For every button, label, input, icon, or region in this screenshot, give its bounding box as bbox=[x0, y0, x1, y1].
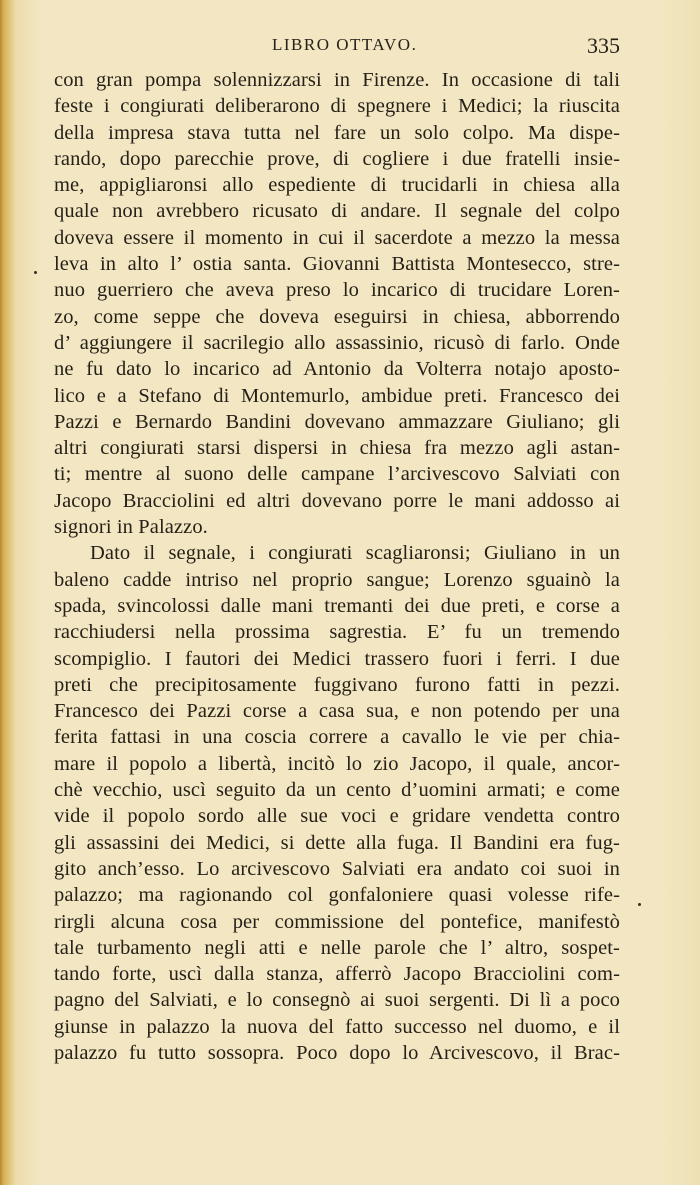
text-line: della impresa stava tutta nel fare un solo colpo. Ma dispe- bbox=[54, 121, 620, 144]
text-line: gli assassini dei Medici, si dette alla fuga. Il Bandini era fug- bbox=[54, 831, 620, 854]
text-line: Jacopo Bracciolini ed altri dovevano porre le mani addosso ai bbox=[54, 489, 620, 512]
text-line: mare il popolo a libertà, incitò lo zio Jacopo, il quale, ancor- bbox=[54, 752, 620, 775]
text-line: spada, svincolossi dalle mani tremanti dei due preti, e corse a bbox=[54, 594, 620, 617]
text-line: zo, come seppe che doveva eseguirsi in chiesa, abborrendo bbox=[54, 305, 620, 328]
text-line: lico e a Stefano di Montemurlo, ambidue preti. Francesco dei bbox=[54, 384, 620, 407]
margin-mark bbox=[34, 271, 37, 274]
text-line: gito anch’esso. Lo arcivescovo Salviati era andato coi suoi in bbox=[54, 857, 620, 880]
text-line: racchiudersi nella prossima sagrestia. E’ fu un tremendo bbox=[54, 621, 620, 644]
text-line: Dato il segnale, i congiurati scagliaronsi; Giuliano in un bbox=[90, 542, 620, 565]
margin-mark bbox=[638, 903, 641, 906]
text-line: vide il popolo sordo alle sue voci e gridare vendetta contro bbox=[54, 805, 620, 828]
text-line: ti; mentre al suono delle campane l’arcivescovo Salviati con bbox=[54, 463, 620, 486]
text-line: altri congiurati starsi dispersi in chiesa fra mezzo agli astan- bbox=[54, 437, 620, 460]
text-line: quale non avrebbero ricusato di andare. Il segnale del colpo bbox=[54, 200, 620, 223]
text-line: signori in Palazzo. bbox=[54, 516, 208, 539]
page-number: 335 bbox=[587, 33, 620, 58]
text-line: preti che precipitosamente fuggivano furono fatti in pezzi. bbox=[54, 673, 620, 696]
text-line: leva in alto l’ ostia santa. Giovanni Battista Montesecco, stre- bbox=[54, 253, 620, 276]
text-line: me, appigliaronsi allo espediente di trucidarli in chiesa alla bbox=[54, 174, 620, 197]
text-line: tando forte, uscì dalla stanza, afferrò Jacopo Bracciolini com- bbox=[54, 963, 620, 986]
text-line: d’ aggiungere il sacrilegio allo assassinio, ricusò di farlo. Onde bbox=[54, 331, 620, 354]
text-line: baleno cadde intriso nel proprio sangue; Lorenzo sguainò la bbox=[54, 568, 620, 591]
running-head: LIBRO OTTAVO. bbox=[272, 35, 418, 54]
text-line: palazzo; ma ragionando col gonfaloniere quasi volesse rife- bbox=[54, 884, 620, 907]
text-line: nuo guerriero che aveva preso lo incarico di trucidare Loren- bbox=[54, 279, 620, 302]
text-line: giunse in palazzo la nuova del fatto successo nel duomo, e il bbox=[54, 1015, 620, 1038]
text-line: rando, dopo parecchie prove, di cogliere i due fratelli insie- bbox=[54, 147, 620, 170]
text-line: tale turbamento negli atti e nelle parole che l’ altro, sospet- bbox=[54, 936, 620, 959]
page-header bbox=[0, 33, 700, 63]
text-line: palazzo fu tutto sossopra. Poco dopo lo Arcivescovo, il Brac- bbox=[54, 1041, 620, 1064]
text-line: feste i congiurati deliberarono di spegnere i Medici; la riuscita bbox=[54, 95, 620, 118]
text-line: pagno del Salviati, e lo consegnò ai suoi sergenti. Di lì a poco bbox=[54, 989, 620, 1012]
text-line: rirgli alcuna cosa per commissione del pontefice, manifestò bbox=[54, 910, 620, 933]
text-line: ferita fattasi in una coscia correre a cavallo le vie per chia- bbox=[54, 726, 620, 749]
text-line: chè vecchio, uscì seguito da un cento d’uomini armati; e come bbox=[54, 779, 620, 802]
text-line: ne fu dato lo incarico ad Antonio da Volterra notajo aposto- bbox=[54, 358, 620, 381]
text-line: con gran pompa solennizzarsi in Firenze. In occasione di tali bbox=[54, 69, 620, 91]
body-text bbox=[54, 68, 620, 1067]
text-line: Pazzi e Bernardo Bandini dovevano ammazzare Giuliano; gli bbox=[54, 410, 620, 433]
text-line: doveva essere il momento in cui il sacerdote a mezzo la messa bbox=[54, 226, 620, 249]
text-line: scompiglio. I fautori dei Medici trassero fuori i ferri. I due bbox=[54, 647, 620, 670]
text-line: Francesco dei Pazzi corse a casa sua, e non potendo per una bbox=[54, 700, 620, 723]
